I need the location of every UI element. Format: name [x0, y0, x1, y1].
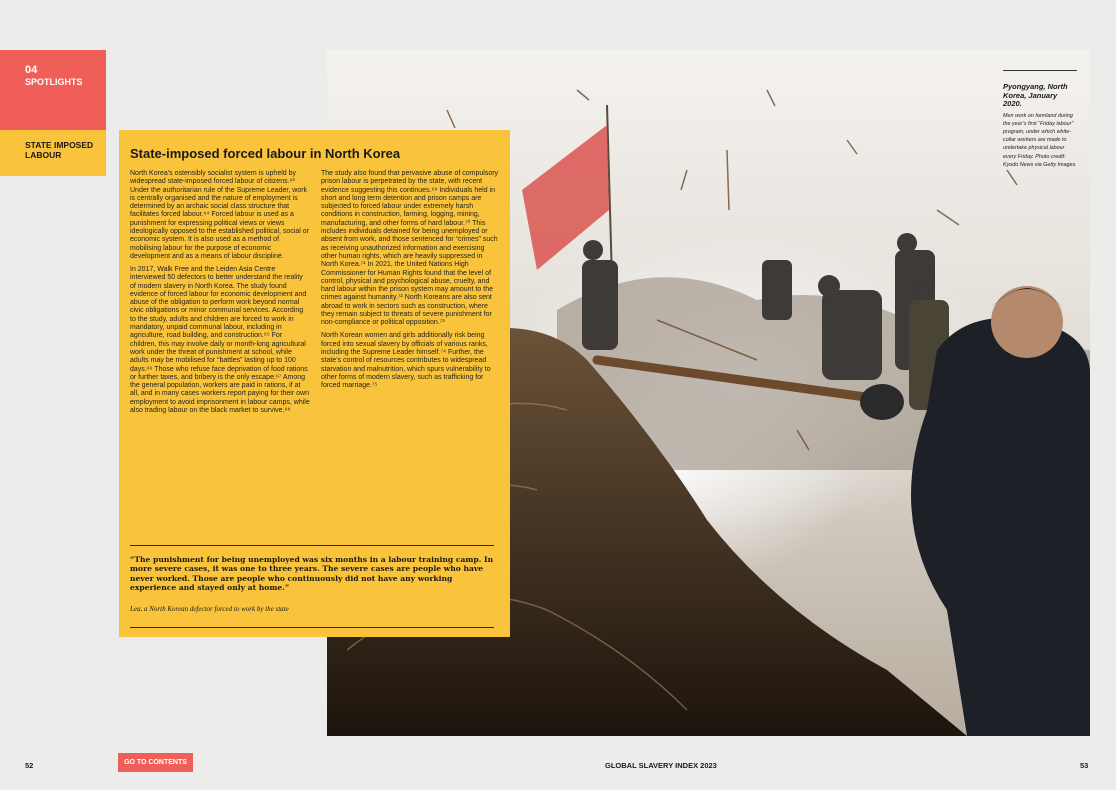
article-title: State-imposed forced labour in North Korea	[130, 146, 401, 161]
page-number-left: 52	[25, 761, 34, 770]
quote-rule-top	[130, 545, 494, 546]
go-to-contents-button[interactable]: GO TO CONTENTS	[118, 753, 193, 772]
quote-attribution: Lea, a North Korean defector forced to work by the state	[130, 605, 289, 613]
photo-caption	[1003, 70, 1077, 169]
caption-rule	[1003, 70, 1077, 71]
article-panel	[119, 130, 510, 637]
page-number-right: 53	[1080, 761, 1089, 770]
article-paragraph: North Korea’s ostensibly socialist system is upheld by widespread state-imposed forced labour of citizens.⁶³ Under the authoritarian rule of the Supreme Leader, work is centrally organised and the nature of employment is determined by an archaic social class structure that facilitates forced labour.⁶⁴ Forced labour is used as a punishment for expressing political views or views ideologically opposed to the established political, social or economic system. It is also used as a method of mobilising labour for the purpose of economic development and as a means of labour discipline.	[130, 170, 309, 260]
article-paragraph: In 2017, Walk Free and the Leiden Asia Centre interviewed 50 defectors to better understand the reality of modern slavery in North Korea. The study found evidence of forced labour for economic development and abuse of the obligation to perform work beyond normal civic obligations or minor communal services. According to the study, adults and children are forced to work in mandatory, unpaid communal labour, including in agriculture, road building, and construction.⁶⁵ For children, this may involve daily or month-long agricultural work under the threat of punishment at school, while adults may be mobilised for “battles” lasting up to 100 days.⁶⁶ Those who refuse face deprivation of food rations or further taxes, and bribery is the only escape.⁶⁷ Among the general population, workers are paid in rations, if at all, and in many cases workers report paying for their own employment to avoid imprisonment in labour camps, while also trading labour on the black market to survive.⁶⁸	[130, 265, 310, 414]
article-paragraph: North Korean women and girls additionally risk being forced into sexual slavery by officials of various ranks, including the Supreme Leader himself.⁷⁴ Further, the state’s control of resources contributes to widespread starvation and malnutrition, which spurs vulnerability to other forms of modern slavery, such as trafficking for forced marriage.⁷⁵	[321, 332, 491, 390]
quote-rule-bottom	[130, 627, 494, 628]
subsection-tab[interactable]: STATE IMPOSED LABOUR	[0, 130, 106, 176]
section-number: 04	[25, 64, 38, 76]
pull-quote: “The punishment for being unemployed was six months in a labour training camp. In more severe cases, it was one to three years. The severe cases are people who have never worked. Those are people who continuously did not have any working experience and stayed only at home.”	[130, 555, 494, 593]
section-tab[interactable]	[0, 50, 106, 130]
caption-title: Pyongyang, North Korea, January 2020.	[1003, 82, 1068, 108]
article-paragraph: The study also found that pervasive abuse of compulsory prison labour is perpetrated by the state, with recent evidence suggesting this continues.⁶⁹ Individuals held in short and long term detention and prison camps are subjected to forced labour under extremely harsh conditions in construction, farming, logging, mining, manufacturing, and other forms of hard labour.⁷⁰ This includes individuals detained for being unemployed or absent from work, and those sentenced for “crimes” such as receiving unauthorized information and exercising other human rights, which are heavily suppressed in North Korea.⁷¹ In 2021, the United Nations High Commissioner for Human Rights found that the level of control, physical and psychological abuse, cruelty, and hard labour within the prison system may amount to the crimes against humanity.⁷² North Koreans are also sent abroad to work in sectors such as construction, where they remain subject to threats of severe punishment for non-compliance or political opposition.⁷³	[321, 170, 499, 327]
section-name: SPOTLIGHTS	[25, 77, 83, 87]
article-column-left	[130, 170, 310, 420]
publication-title: GLOBAL SLAVERY INDEX 2023	[605, 761, 717, 770]
caption-body: Men work on farmland during the year’s first “Friday labour” program, under which white-collar workers are made to undertake physical labour every Friday. Photo credit: Kyodo News via Getty Images.	[1003, 112, 1077, 168]
article-column-right	[321, 170, 501, 395]
